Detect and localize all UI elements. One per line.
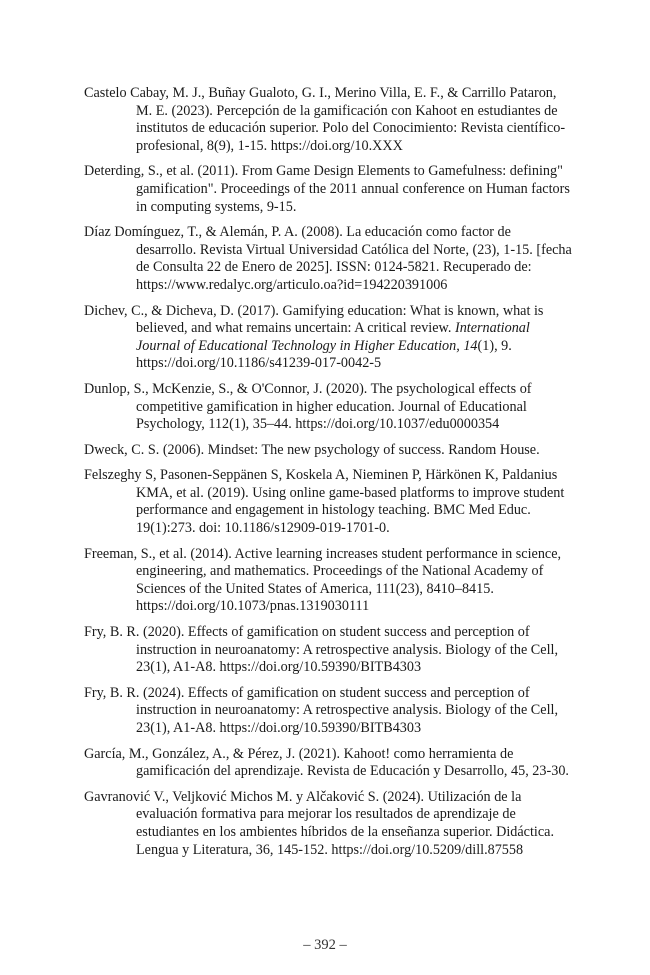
page-number: – 392 –: [303, 937, 347, 953]
reference-italic-text: International Journal of Educational Technology in Higher Education, 14: [136, 320, 530, 354]
reference-text: Dunlop, S., McKenzie, S., & O'Connor, J. (2020). The psychological effects of competitive gamification in higher education. Journal of Educational Psychology, 112(1), 35–44. https://doi.org/10.1037/edu0000354: [84, 380, 532, 433]
reference-entry-castelo: [84, 85, 574, 155]
reference-entry-dichev: [84, 303, 574, 373]
reference-text: Fry, B. R. (2020). Effects of gamification on student success and perception of instruction in neuroanatomy: A retrospective analysis. Biology of the Cell, 23(1), A1-A8. https://doi.org/10.59390/BITB4303: [84, 624, 559, 676]
reference-entry-dweck: [84, 442, 574, 460]
reference-text: Felszeghy S, Pasonen-Seppänen S, Koskela A, Nieminen P, Härkönen K, Paldanius KMA, et al. (2019). Using online game-based platforms to improve student performance and engagement in histology teaching. BMC Med Educ. 19(1):273. doi: 10.1186/s12909-019-1701-0.: [84, 467, 565, 537]
reference-text: (1), 9. https://doi.org/10.1186/s41239-017-0042-5: [136, 337, 512, 372]
reference-entry-fry2020: [84, 624, 574, 677]
reference-text: Dichev, C., & Dicheva, D. (2017). Gamifying education: What is known, what is believed, and what remains uncertain: A critical review.: [84, 302, 544, 337]
reference-entry-freeman: [84, 546, 574, 616]
reference-text: Díaz Domínguez, T., & Alemán, P. A. (2008). La educación como factor de desarrollo. Revista Virtual Universidad Católica del Norte, (23), 1-15. [fecha de Consulta 22 de Enero de 2025]. ISSN: 0124-5821. Recuperado de: https://www.redalyc.org/articulo.oa?id=194220391006: [84, 224, 572, 293]
reference-entry-gavranovic: [84, 789, 574, 859]
reference-text: Castelo Cabay, M. J., Buñay Gualoto, G. I., Merino Villa, E. F., & Carrillo Pataron, M. E. (2023). Percepción de la gamificación con Kahoot en estudiantes de institutos de educación superior. Polo del Conocimiento: Revista científico-profesional, 8(9), 1-15. https://doi.org/10.XXX: [84, 85, 566, 154]
reference-entry-deterding: [84, 163, 574, 216]
reference-text: Freeman, S., et al. (2014). Active learning increases student performance in science, engineering, and mathematics. Proceedings of the National Academy of Sciences of the United States of America, 111(23), 8410–8415. https://doi.org/10.1073/pnas.1319030111: [84, 545, 562, 615]
reference-entry-garcia: [84, 746, 574, 781]
reference-entry-felszeghy: [84, 467, 574, 537]
reference-entry-diaz: [84, 224, 574, 294]
reference-entry-fry2024: [84, 685, 574, 738]
reference-text: Gavranović V., Veljković Michos M. y Alčaković S. (2024). Utilización de la evaluación formativa para mejorar los resultados de aprendizaje de estudiantes en los ambientes híbridos de la enseñanza superior. Didáctica. Lengua y Literatura, 36, 145-152. https://doi.org/10.5209/dill.87558: [84, 788, 555, 858]
reference-text: García, M., González, A., & Pérez, J. (2021). Kahoot! como herramienta de gamificación del aprendizaje. Revista de Educación y Desarrollo, 45, 23-30.: [84, 745, 569, 780]
reference-entry-dunlop: [84, 381, 574, 434]
reference-list: [84, 85, 574, 867]
reference-text: Fry, B. R. (2024). Effects of gamification on student success and perception of instruction in neuroanatomy: A retrospective analysis. Biology of the Cell, 23(1), A1-A8. https://doi.org/10.59390/BITB4303: [84, 684, 559, 736]
reference-text: Dweck, C. S. (2006). Mindset: The new psychology of success. Random House.: [84, 441, 540, 458]
reference-text: Deterding, S., et al. (2011). From Game Design Elements to Gamefulness: defining" gamification". Proceedings of the 2011 annual conference on Human factors in computing systems, 9-15.: [84, 163, 570, 215]
